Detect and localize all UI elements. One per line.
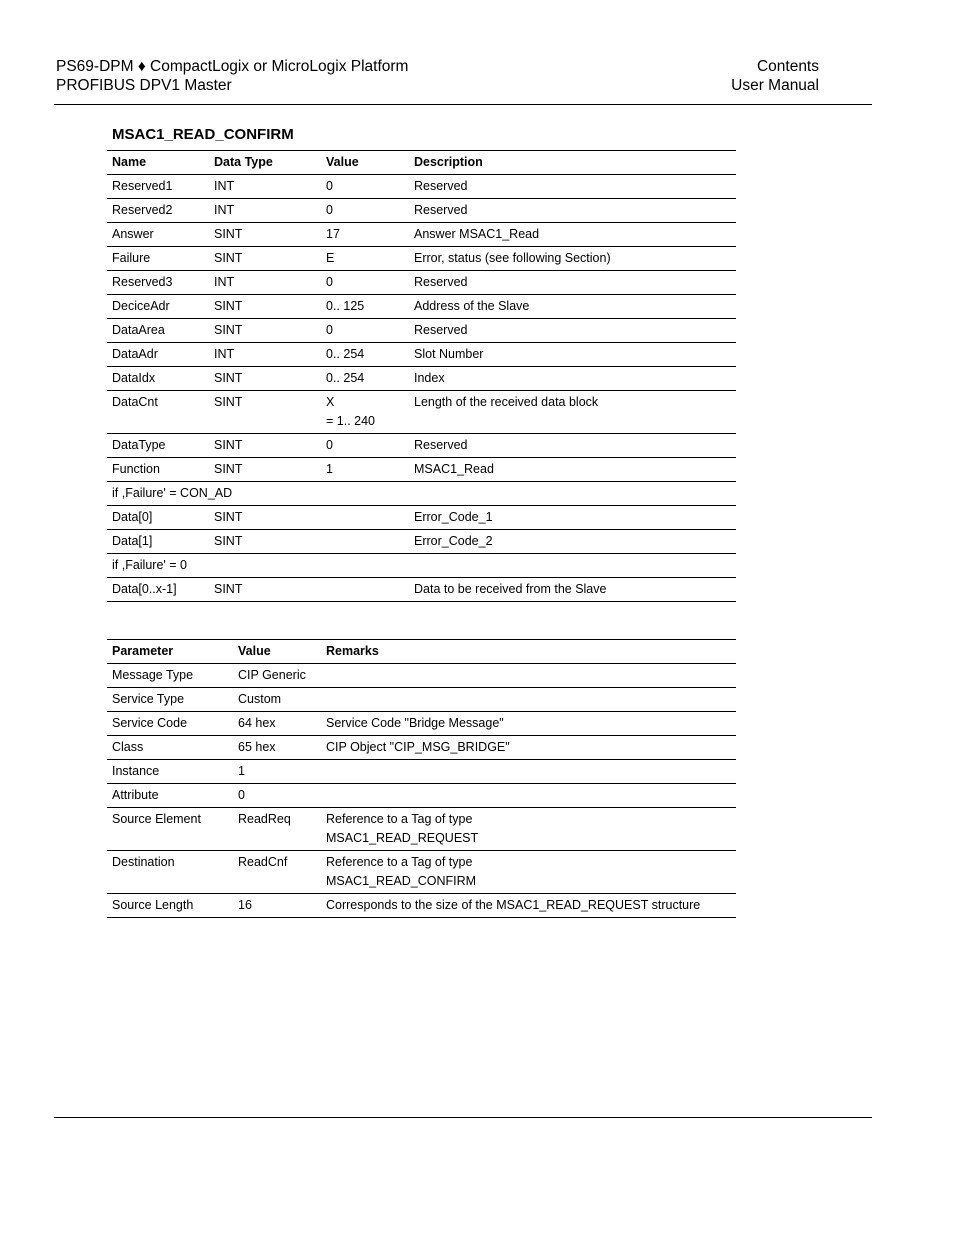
column-header: Description — [409, 151, 736, 175]
cell-data-type: SINT — [209, 530, 321, 554]
cell-data-type: SINT — [209, 319, 321, 343]
cell-data-type: SINT — [209, 223, 321, 247]
cell-remarks — [321, 664, 736, 688]
cell-condition: if ,Failure' = CON_AD — [107, 482, 736, 506]
cell-value — [321, 530, 409, 554]
cell-parameter: Message Type — [107, 664, 233, 688]
cell-name: Data[0] — [107, 506, 209, 530]
table-row — [107, 367, 736, 391]
cell-value: 1 — [321, 458, 409, 482]
table-header-row — [107, 151, 736, 175]
cell-description: Reserved — [409, 271, 736, 295]
table-row — [107, 578, 736, 602]
cell-description: Reserved — [409, 434, 736, 458]
cell-data-type: SINT — [209, 578, 321, 602]
cell-parameter: Source Element — [107, 808, 233, 851]
column-header: Data Type — [209, 151, 321, 175]
table-row — [107, 199, 736, 223]
cell-description: Error_Code_1 — [409, 506, 736, 530]
table-condition-row — [107, 482, 736, 506]
cell-name: Reserved3 — [107, 271, 209, 295]
cell-value: 0 — [321, 319, 409, 343]
cell-name: Data[1] — [107, 530, 209, 554]
cell-data-type: SINT — [209, 506, 321, 530]
table-row — [107, 175, 736, 199]
cell-parameter: Class — [107, 736, 233, 760]
cell-data-type: INT — [209, 271, 321, 295]
header-section-name: Contents — [756, 58, 819, 75]
cell-value-line: = 1.. 240 — [326, 414, 375, 428]
cell-name: DeciceAdr — [107, 295, 209, 319]
cell-data-type: INT — [209, 343, 321, 367]
cell-name: DataAdr — [107, 343, 209, 367]
cell-condition: if ,Failure' = 0 — [107, 554, 736, 578]
cell-remarks — [321, 808, 736, 851]
cell-name: Data[0..x-1] — [107, 578, 209, 602]
cell-description: Address of the Slave — [409, 295, 736, 319]
cell-description: Index — [409, 367, 736, 391]
cell-parameter: Service Type — [107, 688, 233, 712]
cell-name: Function — [107, 458, 209, 482]
cell-value: 64 hex — [233, 712, 321, 736]
table-row — [107, 319, 736, 343]
table-row — [107, 664, 736, 688]
cell-value: 1 — [233, 760, 321, 784]
cell-description: Reserved — [409, 199, 736, 223]
column-header: Parameter — [107, 640, 233, 664]
table-row — [107, 808, 736, 851]
column-header: Value — [233, 640, 321, 664]
message-parameter-table — [107, 639, 736, 918]
table-row — [107, 391, 736, 434]
page-header-right — [731, 57, 819, 95]
cell-name: DataArea — [107, 319, 209, 343]
table-row — [107, 894, 736, 918]
header-product-subtitle: PROFIBUS DPV1 Master — [56, 77, 232, 94]
table-row — [107, 712, 736, 736]
table-row — [107, 271, 736, 295]
cell-parameter: Source Length — [107, 894, 233, 918]
table-condition-row — [107, 554, 736, 578]
cell-description: Error_Code_2 — [409, 530, 736, 554]
table-row — [107, 688, 736, 712]
cell-value — [321, 578, 409, 602]
table-row — [107, 247, 736, 271]
footer-rule — [54, 1117, 872, 1118]
cell-value: 0.. 254 — [321, 367, 409, 391]
cell-remarks-line: MSAC1_READ_CONFIRM — [326, 874, 477, 888]
cell-remarks — [321, 688, 736, 712]
cell-data-type: SINT — [209, 295, 321, 319]
cell-value: 0 — [321, 271, 409, 295]
header-document-type: User Manual — [731, 77, 819, 94]
cell-value: 65 hex — [233, 736, 321, 760]
section-title: MSAC1_READ_CONFIRM — [112, 126, 294, 143]
cell-remarks — [321, 784, 736, 808]
table-row — [107, 736, 736, 760]
table-row — [107, 851, 736, 894]
cell-value — [321, 391, 409, 434]
table-row — [107, 760, 736, 784]
table-row — [107, 784, 736, 808]
cell-value: ReadCnf — [233, 851, 321, 894]
cell-description: Data to be received from the Slave — [409, 578, 736, 602]
cell-remarks: Service Code "Bridge Message" — [321, 712, 736, 736]
table-row — [107, 506, 736, 530]
cell-remarks: CIP Object "CIP_MSG_BRIDGE" — [321, 736, 736, 760]
cell-parameter: Attribute — [107, 784, 233, 808]
cell-data-type: SINT — [209, 367, 321, 391]
cell-name: DataIdx — [107, 367, 209, 391]
cell-data-type: INT — [209, 199, 321, 223]
column-header: Remarks — [321, 640, 736, 664]
cell-value: 0 — [321, 434, 409, 458]
table-row — [107, 223, 736, 247]
cell-value: 0 — [321, 175, 409, 199]
cell-data-type: SINT — [209, 458, 321, 482]
cell-value: Custom — [233, 688, 321, 712]
cell-remarks-line: Reference to a Tag of type — [326, 812, 473, 826]
cell-value: 0.. 125 — [321, 295, 409, 319]
cell-value: 0 — [321, 199, 409, 223]
cell-remarks — [321, 760, 736, 784]
cell-parameter: Service Code — [107, 712, 233, 736]
cell-value: 0.. 254 — [321, 343, 409, 367]
cell-name: DataType — [107, 434, 209, 458]
cell-description: Reserved — [409, 175, 736, 199]
cell-name: DataCnt — [107, 391, 209, 434]
cell-data-type: SINT — [209, 434, 321, 458]
cell-remarks-line: Reference to a Tag of type — [326, 855, 473, 869]
cell-data-type: SINT — [209, 391, 321, 434]
cell-name: Failure — [107, 247, 209, 271]
table-header-row — [107, 640, 736, 664]
cell-name: Answer — [107, 223, 209, 247]
msac1-read-confirm-table — [107, 150, 736, 602]
cell-description: Length of the received data block — [409, 391, 736, 434]
cell-description: Slot Number — [409, 343, 736, 367]
cell-value — [321, 506, 409, 530]
cell-remarks — [321, 851, 736, 894]
cell-value: 16 — [233, 894, 321, 918]
header-rule — [54, 104, 872, 105]
table-row — [107, 434, 736, 458]
cell-data-type: SINT — [209, 247, 321, 271]
page-header-left — [56, 57, 408, 95]
cell-description: Answer MSAC1_Read — [409, 223, 736, 247]
cell-description: Reserved — [409, 319, 736, 343]
cell-parameter: Instance — [107, 760, 233, 784]
cell-value: 0 — [233, 784, 321, 808]
table-row — [107, 458, 736, 482]
cell-value: 17 — [321, 223, 409, 247]
table-row — [107, 343, 736, 367]
cell-description: MSAC1_Read — [409, 458, 736, 482]
cell-name: Reserved2 — [107, 199, 209, 223]
cell-description: Error, status (see following Section) — [409, 247, 736, 271]
table-row — [107, 295, 736, 319]
cell-parameter: Destination — [107, 851, 233, 894]
cell-value: ReadReq — [233, 808, 321, 851]
header-product-title: PS69-DPM ♦ CompactLogix or MicroLogix Platform — [56, 58, 409, 75]
cell-remarks: Corresponds to the size of the MSAC1_READ_REQUEST structure — [321, 894, 736, 918]
table-row — [107, 530, 736, 554]
cell-remarks-line: MSAC1_READ_REQUEST — [326, 831, 479, 845]
cell-value: E — [321, 247, 409, 271]
cell-data-type: INT — [209, 175, 321, 199]
column-header: Name — [107, 151, 209, 175]
cell-name: Reserved1 — [107, 175, 209, 199]
cell-value: CIP Generic — [233, 664, 321, 688]
column-header: Value — [321, 151, 409, 175]
cell-value-line: X — [326, 395, 335, 409]
